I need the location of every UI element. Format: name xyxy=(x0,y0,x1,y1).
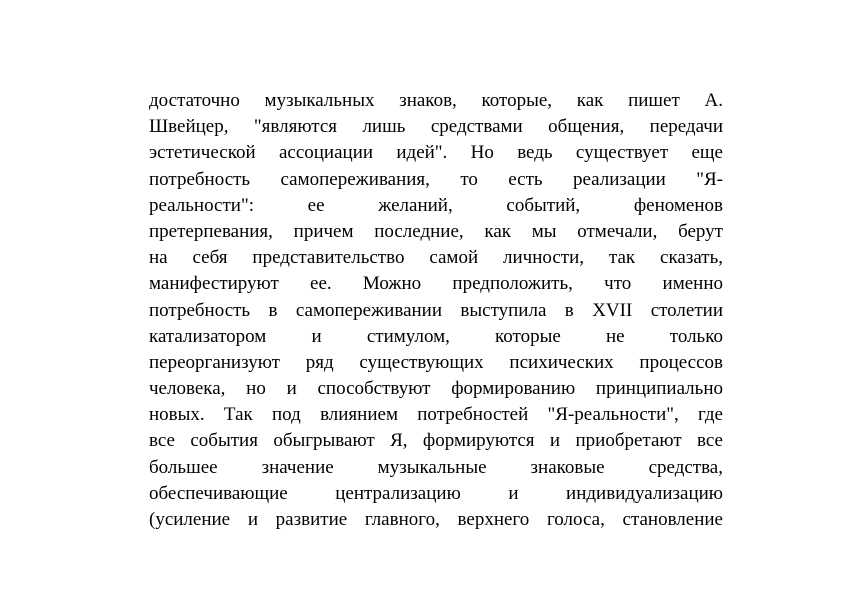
text-line: эстетической ассоциации идей". Но ведь существует еще xyxy=(149,142,723,164)
text-line: достаточно музыкальных знаков, которые, как пишет А. xyxy=(149,90,723,111)
text-line: все события обыгрывают Я, формируются и приобретают все xyxy=(149,430,723,452)
text-line: Швейцер, "являются лишь средствами общения, передачи xyxy=(149,116,723,138)
text-line: большее значение музыкальные знаковые средства, xyxy=(149,456,723,478)
text-line: катализатором и стимулом, которые не только xyxy=(149,325,723,347)
text-line: (усиление и развитие главного, верхнего голоса, становление xyxy=(149,509,723,530)
text-line: переорганизуют ряд существующих психических процессов xyxy=(149,351,723,373)
text-line: реальности": ее желаний, событий, феноменов xyxy=(149,194,723,216)
text-line: на себя представительство самой личности, так сказать, xyxy=(149,247,723,269)
text-line: манифестируют ее. Можно предположить, что именно xyxy=(149,273,723,295)
text-line: претерпевания, причем последние, как мы отмечали, берут xyxy=(149,220,723,242)
body-text xyxy=(149,88,723,533)
text-line: человека, но и способствуют формированию принципиально xyxy=(149,378,723,400)
text-line: потребность самопереживания, то есть реализации "Я- xyxy=(149,168,723,190)
text-line: обеспечивающие централизацию и индивидуализацию xyxy=(149,482,723,504)
text-line: новых. Так под влиянием потребностей "Я-реальности", где xyxy=(149,404,723,426)
text-line: потребность в самопереживании выступила в XVII столетии xyxy=(149,299,723,321)
